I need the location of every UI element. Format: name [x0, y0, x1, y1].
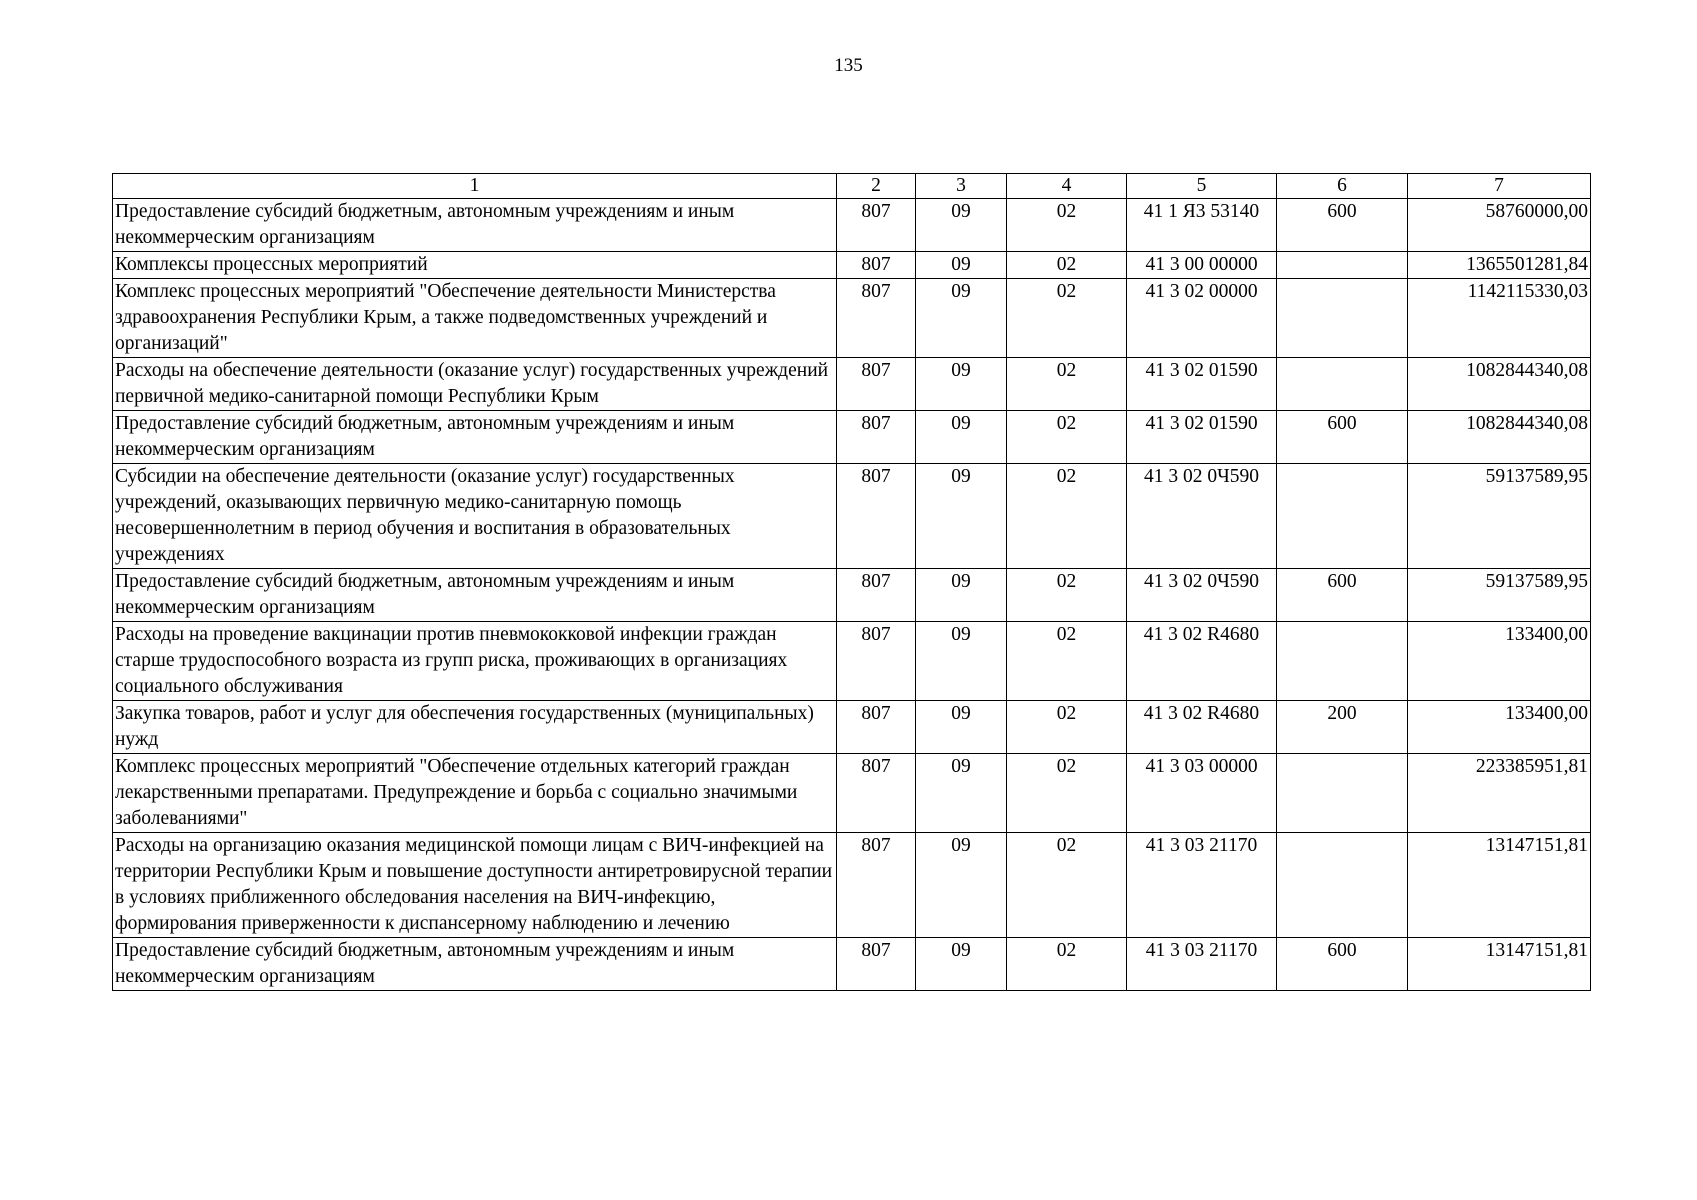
- expense-type-cell: 200: [1277, 701, 1408, 754]
- target-article-cell: 41 3 02 R4680: [1127, 701, 1277, 754]
- amount-cell: 133400,00: [1408, 622, 1591, 701]
- expense-name-cell: Расходы на проведение вакцинации против пневмококковой инфекции граждан старше трудоспособного возраста из групп риска, проживающих в организациях социального обслуживания: [113, 622, 837, 701]
- amount-cell: 223385951,81: [1408, 754, 1591, 833]
- subsection-code-cell: 02: [1007, 701, 1127, 754]
- expense-type-cell: [1277, 622, 1408, 701]
- expense-type-cell: [1277, 358, 1408, 411]
- amount-cell: 13147151,81: [1408, 938, 1591, 991]
- subsection-code-cell: 02: [1007, 938, 1127, 991]
- expense-name-cell: Предоставление субсидий бюджетным, автономным учреждениям и иным некоммерческим организациям: [113, 199, 837, 252]
- target-article-cell: 41 3 02 01590: [1127, 358, 1277, 411]
- expense-type-cell: 600: [1277, 938, 1408, 991]
- column-header: 6: [1277, 174, 1408, 199]
- table-row: [113, 252, 1591, 279]
- target-article-cell: 41 3 03 21170: [1127, 833, 1277, 938]
- subsection-code-cell: 02: [1007, 464, 1127, 569]
- amount-cell: 1082844340,08: [1408, 411, 1591, 464]
- table-row: [113, 569, 1591, 622]
- table-row: [113, 938, 1591, 991]
- page-number: 135: [834, 55, 863, 76]
- target-article-cell: 41 3 02 R4680: [1127, 622, 1277, 701]
- expense-name-cell: Закупка товаров, работ и услуг для обеспечения государственных (муниципальных) нужд: [113, 701, 837, 754]
- expense-name-cell: Комплекс процессных мероприятий "Обеспечение отдельных категорий граждан лекарственными препаратами. Предупреждение и борьба с социально значимыми заболеваниями": [113, 754, 837, 833]
- ministry-code-cell: 807: [837, 622, 916, 701]
- section-code-cell: 09: [916, 938, 1007, 991]
- section-code-cell: 09: [916, 833, 1007, 938]
- expense-name-cell: Комплексы процессных мероприятий: [113, 252, 837, 279]
- ministry-code-cell: 807: [837, 411, 916, 464]
- expense-type-cell: [1277, 464, 1408, 569]
- section-code-cell: 09: [916, 411, 1007, 464]
- ministry-code-cell: 807: [837, 199, 916, 252]
- amount-cell: 13147151,81: [1408, 833, 1591, 938]
- column-header: 5: [1127, 174, 1277, 199]
- expense-type-cell: 600: [1277, 411, 1408, 464]
- expense-type-cell: 600: [1277, 199, 1408, 252]
- table-row: [113, 754, 1591, 833]
- column-header: 1: [113, 174, 837, 199]
- section-code-cell: 09: [916, 622, 1007, 701]
- subsection-code-cell: 02: [1007, 199, 1127, 252]
- section-code-cell: 09: [916, 754, 1007, 833]
- ministry-code-cell: 807: [837, 754, 916, 833]
- expense-type-cell: [1277, 833, 1408, 938]
- expense-name-cell: Предоставление субсидий бюджетным, автономным учреждениям и иным некоммерческим организациям: [113, 569, 837, 622]
- ministry-code-cell: 807: [837, 938, 916, 991]
- section-code-cell: 09: [916, 464, 1007, 569]
- section-code-cell: 09: [916, 358, 1007, 411]
- subsection-code-cell: 02: [1007, 754, 1127, 833]
- amount-cell: 1082844340,08: [1408, 358, 1591, 411]
- amount-cell: 133400,00: [1408, 701, 1591, 754]
- target-article-cell: 41 3 02 0Ч590: [1127, 464, 1277, 569]
- ministry-code-cell: 807: [837, 358, 916, 411]
- expense-type-cell: [1277, 279, 1408, 358]
- target-article-cell: 41 1 Я3 53140: [1127, 199, 1277, 252]
- amount-cell: 1365501281,84: [1408, 252, 1591, 279]
- subsection-code-cell: 02: [1007, 279, 1127, 358]
- target-article-cell: 41 3 03 00000: [1127, 754, 1277, 833]
- column-header: 3: [916, 174, 1007, 199]
- subsection-code-cell: 02: [1007, 358, 1127, 411]
- subsection-code-cell: 02: [1007, 569, 1127, 622]
- section-code-cell: 09: [916, 199, 1007, 252]
- section-code-cell: 09: [916, 279, 1007, 358]
- column-header: 7: [1408, 174, 1591, 199]
- section-code-cell: 09: [916, 252, 1007, 279]
- budget-table: [112, 173, 1591, 991]
- expense-name-cell: Расходы на обеспечение деятельности (оказание услуг) государственных учреждений первичной медико-санитарной помощи Республики Крым: [113, 358, 837, 411]
- table-row: [113, 622, 1591, 701]
- subsection-code-cell: 02: [1007, 411, 1127, 464]
- table-row: [113, 833, 1591, 938]
- section-code-cell: 09: [916, 701, 1007, 754]
- subsection-code-cell: 02: [1007, 833, 1127, 938]
- target-article-cell: 41 3 02 00000: [1127, 279, 1277, 358]
- amount-cell: 59137589,95: [1408, 464, 1591, 569]
- expense-type-cell: [1277, 252, 1408, 279]
- table-row: [113, 199, 1591, 252]
- column-header: 2: [837, 174, 916, 199]
- target-article-cell: 41 3 02 01590: [1127, 411, 1277, 464]
- table-row: [113, 279, 1591, 358]
- expense-name-cell: Комплекс процессных мероприятий "Обеспечение деятельности Министерства здравоохранения Республики Крым, а также подведомственных учреждений и организаций": [113, 279, 837, 358]
- ministry-code-cell: 807: [837, 833, 916, 938]
- ministry-code-cell: 807: [837, 252, 916, 279]
- table-header-row: [113, 174, 1591, 199]
- ministry-code-cell: 807: [837, 569, 916, 622]
- column-header: 4: [1007, 174, 1127, 199]
- expense-name-cell: Предоставление субсидий бюджетным, автономным учреждениям и иным некоммерческим организациям: [113, 411, 837, 464]
- target-article-cell: 41 3 00 00000: [1127, 252, 1277, 279]
- expense-type-cell: 600: [1277, 569, 1408, 622]
- amount-cell: 59137589,95: [1408, 569, 1591, 622]
- ministry-code-cell: 807: [837, 464, 916, 569]
- subsection-code-cell: 02: [1007, 252, 1127, 279]
- target-article-cell: 41 3 02 0Ч590: [1127, 569, 1277, 622]
- target-article-cell: 41 3 03 21170: [1127, 938, 1277, 991]
- ministry-code-cell: 807: [837, 279, 916, 358]
- subsection-code-cell: 02: [1007, 622, 1127, 701]
- expense-type-cell: [1277, 754, 1408, 833]
- table-row: [113, 411, 1591, 464]
- expense-name-cell: Расходы на организацию оказания медицинской помощи лицам с ВИЧ-инфекцией на территории Республики Крым и повышение доступности антиретровирусной терапии в условиях приближенного обследования населения на ВИЧ-инфекцию, формирования приверженности к диспансерному наблюдению и лечению: [113, 833, 837, 938]
- table-row: [113, 464, 1591, 569]
- table-row: [113, 358, 1591, 411]
- amount-cell: 58760000,00: [1408, 199, 1591, 252]
- expense-name-cell: Предоставление субсидий бюджетным, автономным учреждениям и иным некоммерческим организациям: [113, 938, 837, 991]
- table-row: [113, 701, 1591, 754]
- amount-cell: 1142115330,03: [1408, 279, 1591, 358]
- ministry-code-cell: 807: [837, 701, 916, 754]
- section-code-cell: 09: [916, 569, 1007, 622]
- expense-name-cell: Субсидии на обеспечение деятельности (оказание услуг) государственных учреждений, оказывающих первичную медико-санитарную помощь несовершеннолетним в период обучения и воспитания в образовательных учреждениях: [113, 464, 837, 569]
